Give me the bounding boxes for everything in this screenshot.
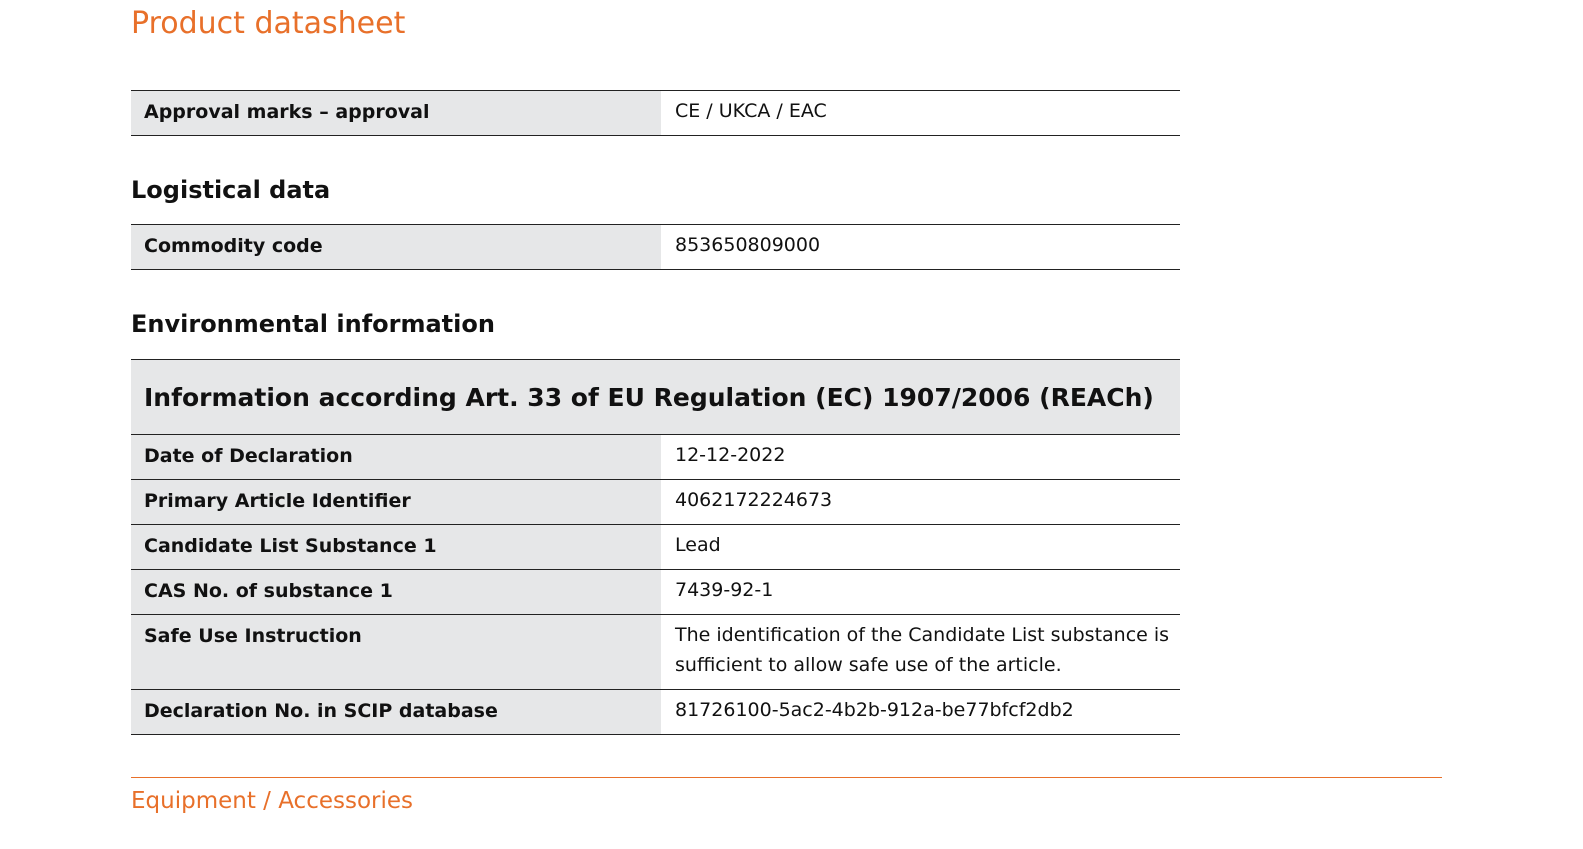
- row-value: 4062172224673: [675, 489, 833, 511]
- logistical-table: [131, 224, 1180, 270]
- row-value: 7439-92-1: [675, 579, 774, 601]
- table-row: [131, 570, 1180, 615]
- row-value: CE / UKCA / EAC: [675, 100, 827, 122]
- table-row: [131, 525, 1180, 570]
- table-row: [131, 225, 1180, 270]
- row-label: Commodity code: [131, 225, 661, 269]
- accessories-section-title: Equipment / Accessories: [131, 788, 414, 814]
- table-row: [131, 690, 1180, 735]
- row-label: Date of Declaration: [131, 435, 661, 479]
- row-label: Primary Article Identifier: [131, 480, 661, 524]
- approval-table: [131, 90, 1180, 136]
- row-label: Declaration No. in SCIP database: [131, 690, 661, 734]
- table-row: [131, 435, 1180, 480]
- row-label: Safe Use Instruction: [131, 615, 661, 689]
- table-row: [131, 615, 1180, 690]
- row-value: Lead: [675, 534, 721, 556]
- table-row: [131, 91, 1180, 136]
- row-label: Candidate List Substance 1: [131, 525, 661, 569]
- value-line: sufficient to allow safe use of the article.: [675, 654, 1062, 676]
- reach-table-title: Information according Art. 33 of EU Regulation (EC) 1907/2006 (REACh): [131, 360, 1180, 435]
- row-label: CAS No. of substance 1: [131, 570, 661, 614]
- row-value: 853650809000: [675, 234, 821, 256]
- reach-table: [131, 359, 1180, 735]
- row-value: 12-12-2022: [675, 444, 786, 466]
- row-value: 81726100-5ac2-4b2b-912a-be77bfcf2db2: [675, 699, 1074, 721]
- page-title: Product datasheet: [131, 6, 406, 41]
- footer-divider: [131, 777, 1442, 778]
- logistical-heading: Logistical data: [131, 176, 331, 204]
- value-line: The identification of the Candidate List substance is: [675, 624, 1170, 646]
- row-value: [661, 611, 1180, 689]
- row-label: Approval marks – approval: [131, 91, 661, 135]
- environmental-heading: Environmental information: [131, 310, 495, 338]
- table-row: [131, 480, 1180, 525]
